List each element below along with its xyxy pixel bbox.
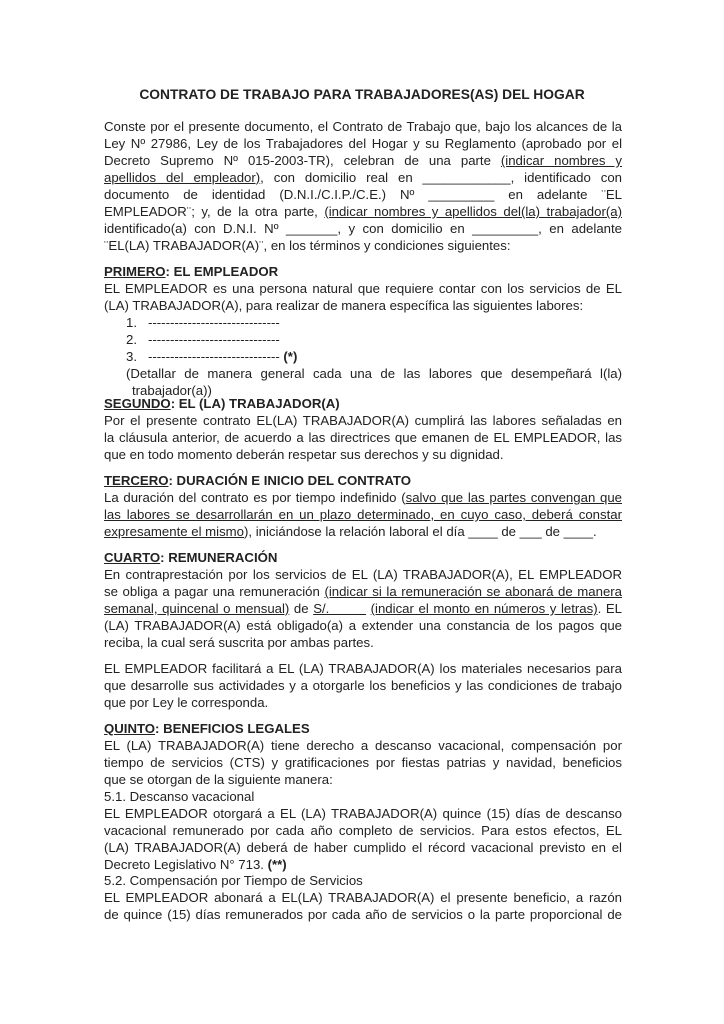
section-heading-tercero: TERCERO: DURACIÓN E INICIO DEL CONTRATO <box>104 473 411 488</box>
tercero-line-2: las labores se desarrollarán en un plazo determinado, en cuyo caso, deberá constar <box>104 507 622 522</box>
s52-line-1: EL EMPLEADOR abonará a EL(LA) TRABAJADOR(A) el presente beneficio, a razón <box>104 890 622 905</box>
intro-line-7: identificado(a) con D.N.I. Nº _______, y con domicilio en _________, en adelante <box>104 221 622 236</box>
document-title: CONTRATO DE TRABAJO PARA TRABAJADORES(AS) DEL HOGAR <box>139 87 585 102</box>
primero-note-line-1: (Detallar de manera general cada una de las labores que desempeñará l(la) <box>126 366 622 381</box>
quinto-line-1: EL (LA) TRABAJADOR(A) tiene derecho a descanso vacacional, compensación por <box>104 738 622 753</box>
cuarto-line-2: se obliga a pagar una remuneración (indicar si la remuneración se abonará de manera <box>104 584 623 599</box>
section-heading-quinto: QUINTO: BENEFICIOS LEGALES <box>104 721 310 736</box>
cuarto-line-3: semanal, quincenal o mensual) de S/. (indicar el monto en números y letras). EL <box>104 601 622 616</box>
cuarto-p2-line-2: que desarrolle sus actividades y a otorgarle los beneficios y las condiciones de trabajo <box>104 678 622 693</box>
subsection-5-2-title: 5.2. Compensación por Tiempo de Servicios <box>104 873 363 888</box>
subsection-5-1-title: 5.1. Descanso vacacional <box>104 789 255 804</box>
quinto-line-3: que se otorgan de la siguiente manera: <box>104 772 333 787</box>
primero-note-line-2: trabajador(a)) <box>132 383 212 398</box>
s51-line-3: (LA) TRABAJADOR(A) deberá de haber cumplido el récord vacacional previsto en el <box>104 840 622 855</box>
intro-line-1: Conste por el presente documento, el Contrato de Trabajo que, bajo los alcances de la <box>104 119 622 134</box>
s51-line-4: Decreto Legislativo N° 713. (**) <box>104 857 287 872</box>
labor-list-item: 1. ------------------------------ <box>126 315 280 330</box>
cuarto-line-4: (LA) TRABAJADOR(A) está obligado(a) a extender una constancia de los pagos que <box>104 618 622 633</box>
segundo-line-3: que en todo momento deberán respetar sus derechos y su dignidad. <box>104 447 504 462</box>
quinto-line-2: tiempo de servicios (CTS) y gratificaciones por fiestas patrias y navidad, beneficios <box>104 755 622 770</box>
intro-line-2: Ley Nº 27986, Ley de los Trabajadores del Hogar y su Reglamento (aprobado por el <box>104 136 622 151</box>
primero-line-1: EL EMPLEADOR es una persona natural que requiere contar con los servicios de EL <box>104 281 622 296</box>
cuarto-line-5: reciba, la cual será suscrita por ambas partes. <box>104 635 374 650</box>
section-heading-cuarto: CUARTO: REMUNERACIÓN <box>104 550 278 565</box>
intro-line-5: documento de identidad (D.N.I./C.I.P./C.E.) Nº _________ en adelante ¨EL <box>104 187 622 202</box>
intro-line-4: apellidos del empleador), con domicilio real en ____________, identificado con <box>104 170 623 185</box>
segundo-line-1: Por el presente contrato EL(LA) TRABAJADOR(A) cumplirá las labores señaladas en <box>104 413 622 428</box>
tercero-line-3: expresamente el mismo), iniciándose la relación laboral el día ____ de ___ de ____. <box>104 524 597 539</box>
section-heading-primero: PRIMERO: EL EMPLEADOR <box>104 264 279 279</box>
tercero-line-1: La duración del contrato es por tiempo indefinido (salvo que las partes convengan que <box>104 490 622 505</box>
cuarto-line-1: En contraprestación por los servicios de EL (LA) TRABAJADOR(A), EL EMPLEADOR <box>104 567 622 582</box>
cuarto-p2-line-1: EL EMPLEADOR facilitará a EL (LA) TRABAJADOR(A) los materiales necesarios para <box>104 661 622 676</box>
cuarto-p2-line-3: que por Ley le corresponda. <box>104 695 269 710</box>
intro-line-6: EMPLEADOR¨; y, de la otra parte, (indicar nombres y apellidos del(la) trabajador(a) <box>104 204 622 219</box>
s51-line-1: EL EMPLEADOR otorgará a EL (LA) TRABAJADOR(A) quince (15) días de descanso <box>104 806 622 821</box>
section-heading-segundo: SEGUNDO: EL (LA) TRABAJADOR(A) <box>104 396 340 411</box>
intro-line-8: ¨EL(LA) TRABAJADOR(A)¨, en los términos y condiciones siguientes: <box>104 238 511 253</box>
labor-list-item: 3. ------------------------------ (*) <box>126 349 298 364</box>
labor-list-item: 2. ------------------------------ <box>126 332 280 347</box>
s52-line-2: de quince (15) días remunerados por cada año de servicios o la parte proporcional de <box>104 907 622 922</box>
primero-line-2: (LA) TRABAJADOR(A), para realizar de manera específica las siguientes labores: <box>104 298 584 313</box>
s51-line-2: vacacional remunerado por cada año completo de servicios. Para estos efectos, EL <box>104 823 622 838</box>
intro-line-3: Decreto Supremo Nº 015-2003-TR), celebran de una parte (indicar nombres y <box>104 153 622 168</box>
segundo-line-2: la cláusula anterior, de acuerdo a las directrices que emanen de EL EMPLEADOR, las <box>104 430 622 445</box>
